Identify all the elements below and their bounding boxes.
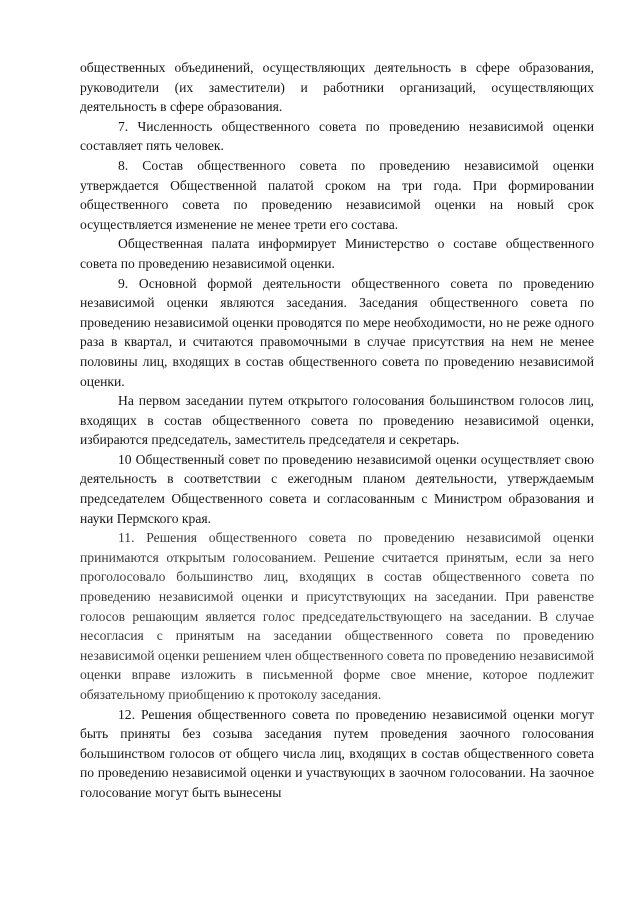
paragraph-12: 12. Решения общественного совета по проведению независимой оценки могут быть приняты без созыва заседания путем проведения заочного голосования большинством голосов от общего числа лиц, входящих в состав общественного совета по проведению независимой оценки и участвующих в заочном голосовании. На заочное голосование могут быть вынесены [80,706,594,800]
paragraph-11: 11. Решения общественного совета по проведению независимой оценки принимаются открытым голосованием. Решение считается принятым, если за него проголосовало большинство лиц, входящих в состав общественного совета по проведению независимой оценки и присутствующих на заседании. При равенстве голосов решающим является голос председательствующего на заседании. В случае несогласия с принятым на заседании общественного совета по проведению независимой оценки решением член общественного совета по проведению независимой оценки вправе изложить в письменной форме свое мнение, которое подлежит обязательному приобщению к протоколу заседания. [80,530,594,702]
paragraph-9-election: На первом заседании путем открытого голосования большинством голосов лиц, входящих в состав общественного совета по проведению независимой оценки, избираются председатель, заместитель председателя и секретарь. [80,393,594,448]
paragraph-continuation: общественных объединений, осуществляющих деятельность в сфере образования, руководители (их заместители) и работники организаций, осуществляющих деятельность в сфере образования. [80,60,594,115]
paragraph-8: 8. Состав общественного совета по проведению независимой оценки утверждается Общественной палатой сроком на три года. При формировании общественного совета по проведению независимой оценки на новый срок осуществляется изменение не менее трети его состава. [80,157,594,232]
paragraph-8-note: Общественная палата информирует Министерство о составе общественного совета по проведению независимой оценки. [80,236,594,271]
paragraph-9: 9. Основной формой деятельности общественного совета по проведению независимой оценки являются заседания. Заседания общественного совета по проведению независимой оценки проводятся по мере необходимости, но не реже одного раза в квартал, и считаются правомочными в случае присутствия на нем не менее половины лиц, входящих в состав общественного совета по проведению независимой оценки. [80,275,594,389]
paragraph-10: 10 Общественный совет по проведению независимой оценки осуществляет свою деятельность в соответствии с ежегодным планом деятельности, утверждаемым председателем Общественного совета и согласованным с Министром образования и науки Пермского края. [80,451,594,526]
document-page [80,58,594,803]
paragraph-7: 7. Численность общественного совета по проведению независимой оценки составляет пять человек. [80,118,594,154]
